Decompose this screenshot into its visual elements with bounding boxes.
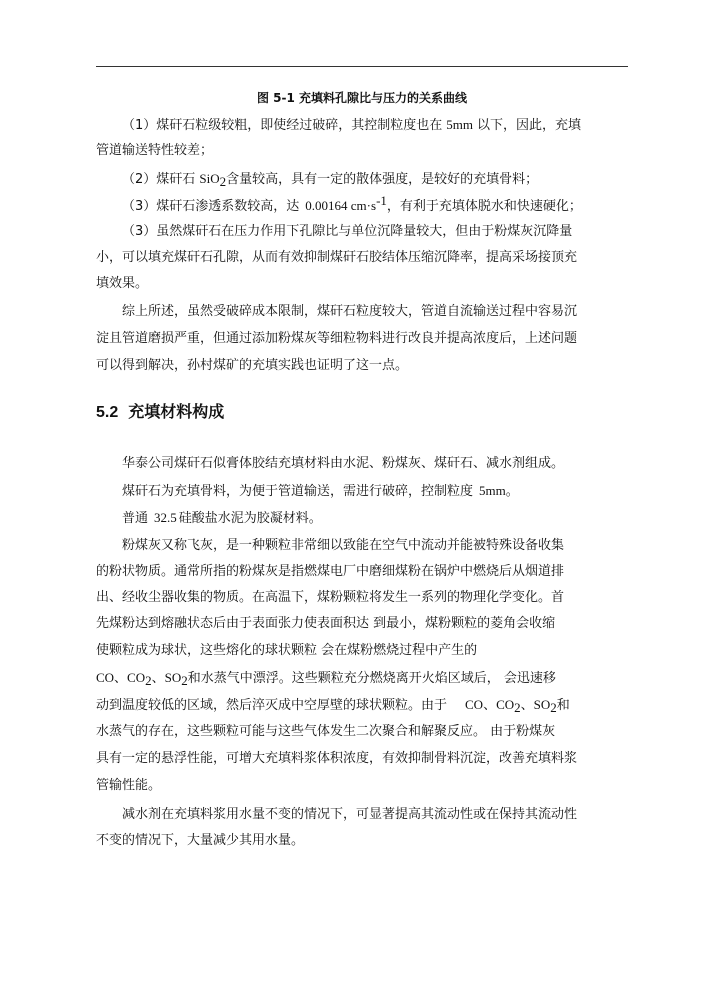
figure-caption: 图 5-1 充填料孔隙比与压力的关系曲线 xyxy=(256,91,468,105)
flyash-line-9: 具有一定的悬浮性能，可增大充填料浆体积浓度，有效抑制骨料沉淀，改善充填料浆 xyxy=(96,751,578,766)
formula: 、SO xyxy=(151,670,182,685)
summary-line-3: 可以得到解决，孙村煤矿的充填实践也证明了这一点。 xyxy=(96,358,409,373)
list-item-4-line-3: 填效果。 xyxy=(96,276,149,291)
summary-line-2: 淀且管道磨损严重，但通过添加粉煤灰等细粒物料进行改良并提高浓度后，上述问题 xyxy=(96,331,578,346)
list-item-4-line-1: （3）虽然煤矸石在压力作用下孔隙比与单位沉降量较大，但由于粉煤灰沉降量 xyxy=(122,224,573,239)
superscript: -1 xyxy=(376,193,387,208)
flyash-line-2: 的粉状物质。通常所指的粉煤灰是指燃煤电厂中磨细煤粉在锅炉中燃烧后从烟道排 xyxy=(96,564,565,579)
reducer-line-1: 减水剂在充填料浆用水量不变的情况下，可显著提高其流动性或在保持其流动性 xyxy=(122,807,578,822)
formula: CO、CO xyxy=(96,670,146,685)
subscript: 2 xyxy=(550,700,557,715)
flyash-line-1: 粉煤灰又称飞灰，是一种颗粒非常细以致能在空气中流动并能被特殊设备收集 xyxy=(122,538,565,553)
list-item-2 xyxy=(122,170,662,189)
flyash-line-4: 先煤粉达到熔融状态后由于表面张力使表面积达 到最小，煤粉颗粒的菱角会收缩 xyxy=(96,616,556,631)
section-title: 充填材料构成 xyxy=(128,402,225,421)
flyash-line-8: 水蒸气的存在，这些颗粒可能与这些气体发生二次聚合和解聚反应。 由于粉煤灰 xyxy=(96,724,556,739)
subscript: 2 xyxy=(514,700,521,715)
value: 32.5 xyxy=(154,510,177,525)
summary-line-1: 综上所述，虽然受破碎成本限制，煤矸石粒度较大，管道自流输送过程中容易沉 xyxy=(122,304,578,319)
composition-line-1: 华泰公司煤矸石似膏体胶结充填材料由水泥、粉煤灰、煤矸石、减水剂组成。 xyxy=(122,456,565,471)
text: 煤矸石为充填骨料，为便于管道输送，需进行破碎，控制粒度 xyxy=(122,484,474,499)
flyash-line-5: 使颗粒成为球状，这些熔化的球状颗粒 会在煤粉燃烧过程中产生的 xyxy=(96,643,478,658)
text: 。 xyxy=(505,484,519,499)
text: 和水蒸气中漂浮。这些颗粒充分燃烧离开火焰区域后， 会迅速移 xyxy=(187,671,556,686)
value: 5mm xyxy=(446,117,474,132)
text: 以下，因此，充填 xyxy=(477,118,582,133)
text: 含量较高，具有一定的散体强度，是较好的充填骨料； xyxy=(226,172,539,187)
header-rule xyxy=(96,66,628,67)
text: 和 xyxy=(556,698,570,713)
list-item-3 xyxy=(122,193,662,216)
formula: SiO xyxy=(199,171,220,186)
subscript: 2 xyxy=(145,673,152,688)
flyash-line-6 xyxy=(96,669,636,688)
formula: CO、CO xyxy=(465,697,515,712)
section-number: 5.2 xyxy=(96,404,119,421)
text: 硅酸盐水泥为胶凝材料。 xyxy=(178,511,322,526)
value: 5mm xyxy=(479,483,506,498)
formula: 、SO xyxy=(520,697,551,712)
text: ，有利于充填体脱水和快速硬化； xyxy=(386,199,582,214)
reducer-line-2: 不变的情况下，大量减少其用水量。 xyxy=(96,833,305,848)
flyash-line-3: 出、经收尘器收集的物质。在高温下，煤粉颗粒将发生一系列的物理化学变化。首 xyxy=(96,590,565,605)
text: 普通 xyxy=(122,511,149,526)
text: （1）煤矸石粒级较粗，即使经过破碎，其控制粒度也在 xyxy=(122,118,443,133)
flyash-line-7 xyxy=(96,696,636,715)
composition-line-2 xyxy=(122,482,662,501)
text: （3）煤矸石渗透系数较高，达 xyxy=(122,199,300,214)
section-heading xyxy=(96,401,224,424)
value: 0.00164 cm·s xyxy=(305,198,377,213)
subscript: 2 xyxy=(219,174,227,189)
list-item-1-line-1 xyxy=(122,116,662,135)
text: （2）煤矸石 xyxy=(122,172,200,187)
list-item-1-line-2: 管道输送特性较差； xyxy=(96,143,214,158)
subscript: 2 xyxy=(181,673,188,688)
composition-line-3 xyxy=(122,509,662,528)
flyash-line-10: 管输性能。 xyxy=(96,778,162,793)
text: 动到温度较低的区域，然后淬灭成中空厚壁的球状颗粒。由于 xyxy=(96,698,448,713)
list-item-4-line-2: 小，可以填充煤矸石孔隙，从而有效抑制煤矸石胶结体压缩沉降率，提高采场接顶充 xyxy=(96,250,578,265)
